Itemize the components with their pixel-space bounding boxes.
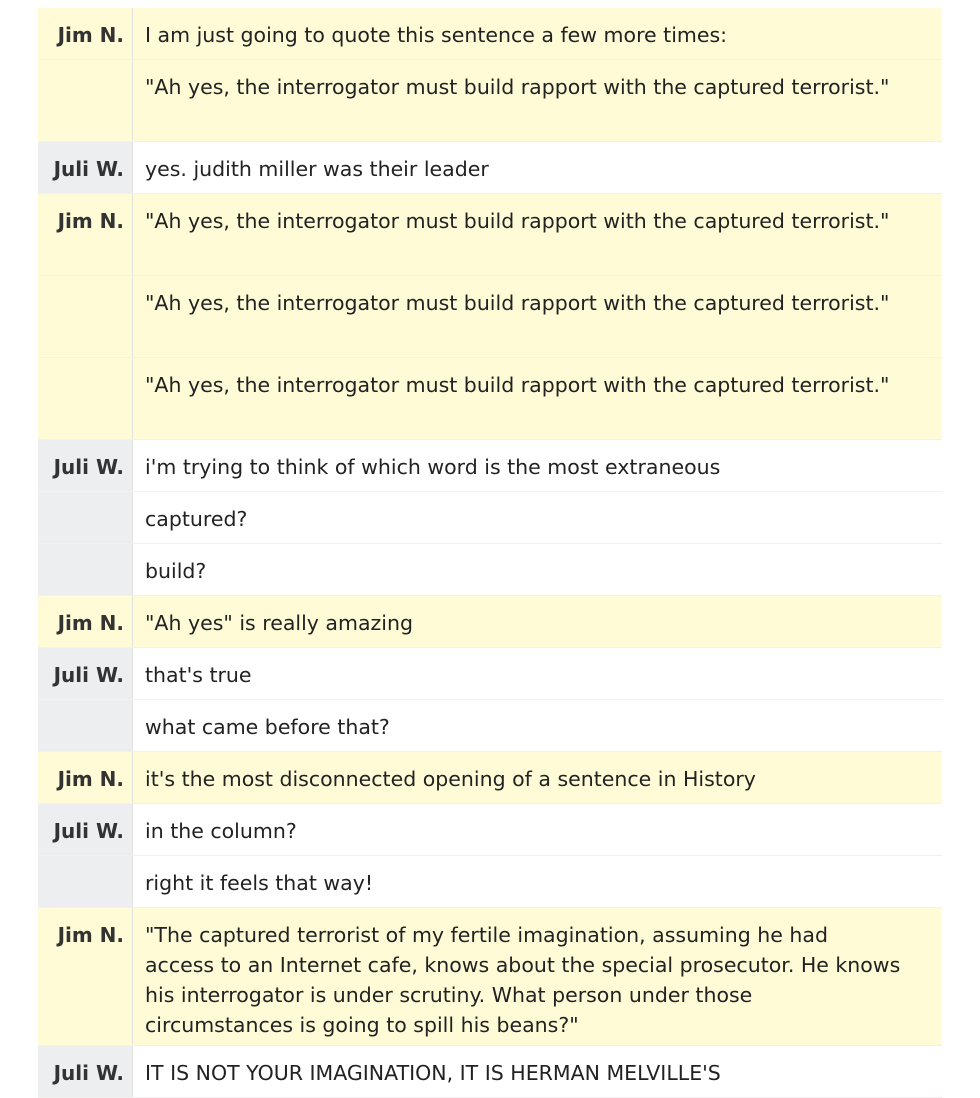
sender-name: Jim N. (38, 8, 133, 59)
message-text: captured? (145, 507, 248, 531)
sender-name: Jim N. (38, 752, 133, 803)
sender-name: Jim N. (38, 908, 133, 1045)
message-row (38, 60, 942, 142)
message-row (38, 194, 942, 276)
message-row (38, 596, 942, 648)
message-row (38, 908, 942, 1046)
message-row (38, 276, 942, 358)
message-text: yes. judith miller was their leader (145, 157, 489, 181)
message-row (38, 856, 942, 908)
chat-transcript (38, 8, 942, 1098)
message-text: IT IS NOT YOUR IMAGINATION, IT IS HERMAN MELVILLE'S (145, 1061, 721, 1085)
message-text: i'm trying to think of which word is the most extraneous (145, 455, 721, 479)
message-row (38, 440, 942, 492)
sender-name: Jim N. (38, 596, 133, 647)
message-text: right it feels that way! (145, 871, 374, 895)
sender-name: Juli W. (38, 648, 133, 699)
sender-name: Juli W. (38, 804, 133, 855)
sender-name (38, 358, 133, 439)
sender-name: Juli W. (38, 142, 133, 193)
sender-name (38, 700, 133, 751)
message-row (38, 358, 942, 440)
sender-name (38, 544, 133, 595)
message-row (38, 8, 942, 60)
message-text: build? (145, 559, 207, 583)
message-row (38, 804, 942, 856)
message-row (38, 1046, 942, 1098)
message-text: "Ah yes, the interrogator must build rapport with the captured terrorist." (145, 75, 890, 99)
message-text: that's true (145, 663, 252, 687)
message-row (38, 492, 942, 544)
sender-name (38, 492, 133, 543)
message-text: in the column? (145, 819, 297, 843)
message-text: "Ah yes, the interrogator must build rapport with the captured terrorist." (145, 373, 890, 397)
sender-name: Juli W. (38, 440, 133, 491)
sender-name: Jim N. (38, 194, 133, 275)
message-row (38, 752, 942, 804)
message-row (38, 648, 942, 700)
message-row (38, 700, 942, 752)
message-text: what came before that? (145, 715, 390, 739)
sender-name (38, 856, 133, 907)
message-row (38, 544, 942, 596)
message-row (38, 142, 942, 194)
message-text: it's the most disconnected opening of a sentence in History (145, 767, 756, 791)
message-text: "Ah yes" is really amazing (145, 611, 413, 635)
message-text: "Ah yes, the interrogator must build rapport with the captured terrorist." (145, 209, 890, 233)
message-text: I am just going to quote this sentence a few more times: (145, 23, 728, 47)
message-text: "Ah yes, the interrogator must build rapport with the captured terrorist." (145, 291, 890, 315)
message-text: "The captured terrorist of my fertile imagination, assuming he had access to an Internet cafe, knows about the special prosecutor. He knows his interrogator is under scrutiny. What person under those circumstances is going to spill his beans?" (145, 923, 901, 1037)
sender-name (38, 60, 133, 141)
sender-name: Juli W. (38, 1046, 133, 1097)
sender-name (38, 276, 133, 357)
